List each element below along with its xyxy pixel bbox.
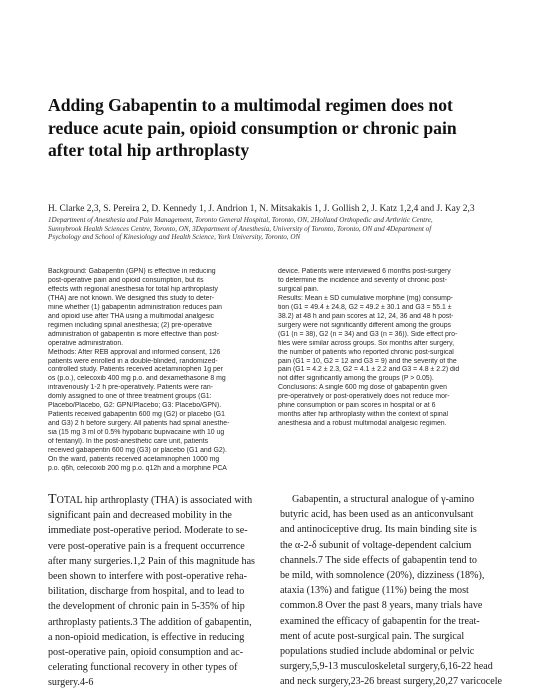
abstract-line: 38.2) at 48 h and pain scores at 12, 24, 36 and 48 h post- [278,312,454,320]
abstract-line: effects with regional anesthesia for total hip arthroplasty [48,285,218,293]
body-line: a non-opioid medication, is effective in reducing [48,631,245,643]
body-line: the α-2-δ subunit of voltage-dependent calcium [280,539,472,551]
title-line-2: reduce acute pain, opioid consumption or chronic pain [48,117,457,138]
abstract-line: Results: Mean ± SD cumulative morphine (mg) consump- [278,294,453,302]
body-line: butyric acid, has been used as an anticonvulsant [280,509,474,521]
abstract-line: pain (G1 = 4.2 ± 2.3, G2 = 4.1 ± 2.2 and G3 = 4.8 ± 2.2) did [278,366,460,374]
abstract-left-column [48,268,270,474]
body-line: the development of chronic pain in 5-35% of hip [48,601,245,613]
body-line-text: OTAL hip arthroplasty (THA) is associated with [56,495,253,506]
body-left-column [48,492,270,691]
abstract-line: operative administration. [48,339,124,347]
body-line: and neck surgery,23-26 breast surgery,20,27 varicocele [280,676,502,688]
body-line: channels.7 The side effects of gabapentin tend to [280,554,477,566]
abstract-line: post-operative pain and opioid consumption, but its [48,276,204,284]
affiliation-line: Sunnybrook Health Sciences Centre, Toronto, ON, 3Department of Anesthesia, University of Toronto, Toronto, ON and 4Department of [48,224,432,233]
affiliation-line: 1Department of Anesthesia and Pain Management, Toronto General Hospital, Toronto, ON, 2Holland Orthopedic and Arthritic Centre, [48,216,433,224]
abstract-line: mine whether (1) gabapentin administration reduces pain [48,303,222,311]
abstract-line: Conclusions: A single 600 mg dose of gabapentin given [278,384,447,392]
body-line: arthroplasty patients.3 The addition of gabapentin, [48,616,252,628]
body-line: surgery,5,9-13 musculoskeletal surgery,6,16-22 head [280,661,493,673]
paper-title [48,94,498,162]
affiliation-line: Psychology and School of Kinesiology and Health Science, York University, Toronto, ON [48,233,301,242]
body-line: ment of acute post-surgical pain. The surgical [280,630,465,642]
abstract-line: to determine the incidence and severity of chronic post- [278,276,447,284]
body-line: common.8 Over the past 8 years, many trials have [280,600,483,612]
abstract-line: device. Patients were interviewed 6 months post-surgery [278,268,451,275]
body-line: post-operative pain, opioid consumption and ac- [48,647,244,659]
body-line: vere post-operative pain is a frequent occurrence [48,540,245,552]
abstract-line: sia (15 mg 3 ml of 0.5% hypobaric bupivacaine with 10 ug [48,429,225,437]
drop-cap: T [48,492,57,507]
abstract-line: surgical pain. [278,285,319,293]
body-line: bilitation, discharge from hospital, and to lead to [48,586,245,598]
abstract-line: files were similar across groups. Six months after surgery, [278,339,455,347]
abstract-line: months after hip arthroplasty within the context of spinal [278,411,449,419]
abstract-line: and opioid use after THA using a multimodal analgesic [48,312,215,320]
abstract-line: received gabapentin 600 mg (G3) or placebo (G1 and G2). [48,447,227,455]
body-line: immediate post-operative period. Moderate to se- [48,525,248,537]
abstract-right-column [278,268,500,429]
body-line: be mild, with somnolence (20%), dizziness (18%), [280,570,485,582]
title-line-1: Adding Gabapentin to a multimodal regimen does not [48,95,453,115]
abstract-line: anesthesia and a robust multimodal analgesic regimen. [278,420,447,428]
abstract-line: not differ significantly among the groups (P > 0.05). [278,375,434,383]
abstract-line: (THA) are not known. We designed this study to deter- [48,294,215,302]
abstract-line: surgery were not significantly different among the groups [278,321,451,329]
body-line: ataxia (13%) and fatigue (11%) being the most [280,585,469,597]
abstract-line: the number of patients who reported chronic post-surgical [278,348,454,356]
affiliations [48,216,508,242]
abstract-line: os (p.o.), celecoxib 400 mg p.o. and dexamethasone 8 mg [48,375,226,383]
abstract-line: tion (G1 = 49.4 ± 24.8, G2 = 49.2 ± 30.1 and G3 = 55.1 ± [278,303,452,311]
abstract-line: Methods: After REB approval and informed consent, 126 [48,348,221,356]
body-line: populations studied include abdominal or pelvic [280,646,475,658]
body-line: celerating functional recovery in other types of [48,662,238,674]
body-right-column [280,492,502,690]
abstract-line: Patients received gabapentin 600 mg (G2) or placebo (G1 [48,411,225,419]
abstract-line: patients were enrolled in a double-blinded, randomized- [48,357,218,365]
body-line: after many surgeries.1,2 Pain of this magnitude has [48,555,255,567]
title-line-3: after total hip arthroplasty [48,140,250,160]
abstract-line: phine consumption or pain scores in hospital or at 6 [278,402,436,410]
abstract-line: intravenously 1-2 h pre-operatively. Patients were ran- [48,384,213,392]
abstract-line: controlled study. Patients received acetaminophen 1g per [48,366,223,374]
abstract-line: Background: Gabapentin (GPN) is effective in reducing [48,268,216,275]
abstract-line: (G1 (n = 38), G2 (n = 34) and G3 (n = 36)). Side effect pro- [278,330,458,338]
body-line: Gabapentin, a structural analogue of γ-amino [292,494,475,505]
body-line: examined the efficacy of gabapentin for the treat- [280,615,480,627]
body-line: surgery.4-6 [48,677,94,689]
abstract-line: On the ward, patients received acetaminophen 1000 mg [48,456,220,464]
body-line [48,492,270,508]
abstract-line: Placebo/Placebo, G2: GPN/Placebo; G3: Placebo/GPN). [48,402,222,410]
author-list: H. Clarke 2,3, S. Pereira 2, D. Kennedy 1, J. Andrion 1, N. Mitsakakis 1, J. Gollish 2, J. Katz 1,2,4 and J. Kay 2,3 [48,204,475,214]
abstract-line: pre-operatively or post-operatively does not reduce mor- [278,393,450,401]
abstract-line: domly assigned to one of three treatment groups (G1: [48,393,212,401]
abstract-line: pain (G1 = 10, G2 = 12 and G3 = 9) and the severity of the [278,357,457,365]
abstract-line: administration of gabapentin is more effective than post- [48,330,220,338]
abstract-line: of fentanyl). In the post-anesthetic care unit, patients [48,438,209,446]
abstract-line: p.o. q6h, celecoxib 200 mg p.o. q12h and a morphine PCA [48,464,227,472]
body-line: significant pain and decreased mobility in the [48,510,232,522]
abstract-line: regimen including spinal anesthesia; (2) pre-operative [48,321,212,329]
body-line: and antinociceptive drug. Its main binding site is [280,524,477,536]
body-line: been shown to interfere with post-operative reha- [48,571,247,583]
abstract-line: and G3) 2 h before surgery. All patients had spinal anesthe- [48,420,230,428]
